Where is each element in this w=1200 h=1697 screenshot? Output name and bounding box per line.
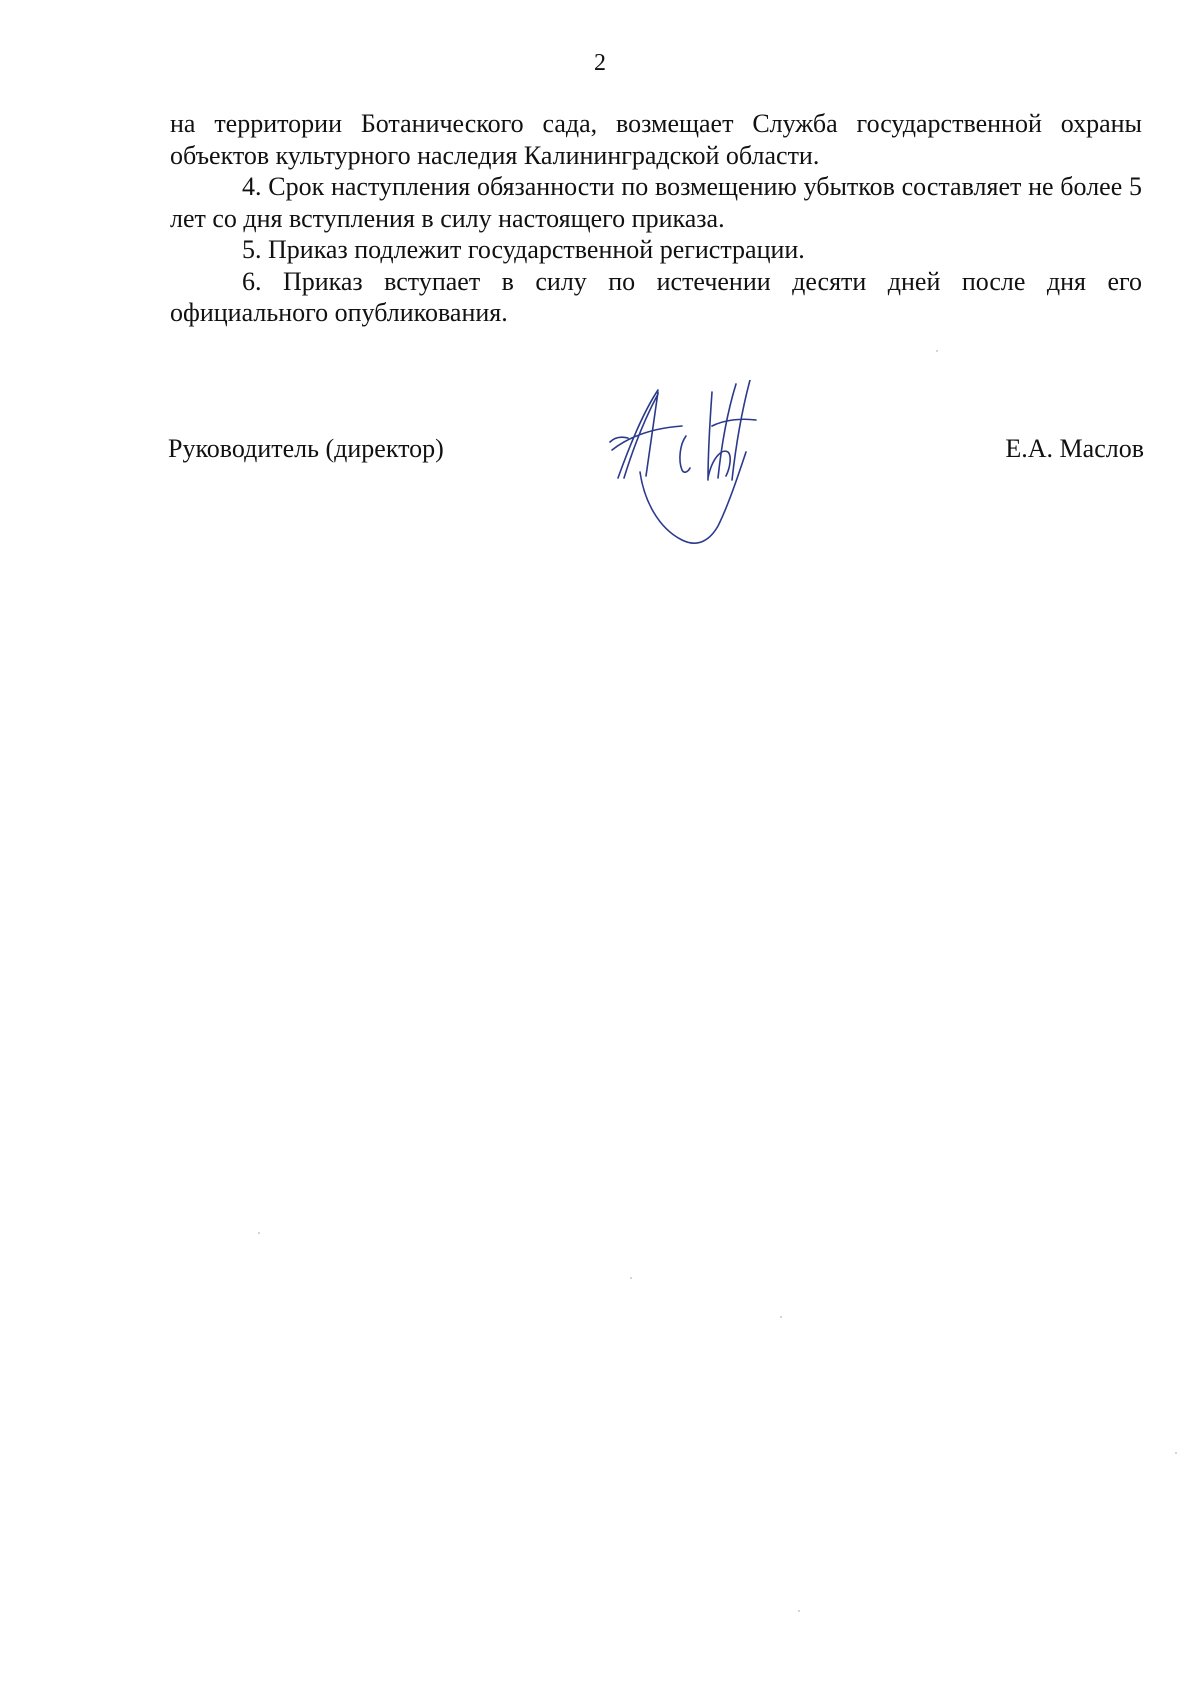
page-number: 2 <box>594 50 606 76</box>
handwritten-signature <box>600 380 790 565</box>
document-body <box>170 108 1142 329</box>
signer-title: Руководитель (директор) <box>168 434 444 463</box>
paragraph-item-5: 5. Приказ подлежит государственной регистрации. <box>242 235 805 264</box>
signer-name: Е.А. Маслов <box>1005 434 1144 463</box>
signature-stroke-a <box>610 390 682 478</box>
signature-stroke-h <box>708 380 756 480</box>
paragraph-item-6: 6. Приказ вступает в силу по истечении десяти дней после дня его официального опубликования. <box>170 266 1142 327</box>
signature-stroke-c <box>680 436 690 472</box>
paragraph-item-4: 4. Срок наступления обязанности по возмещению убытков составляет не более 5 лет со дня вступления в силу настоящего приказа. <box>170 172 1142 233</box>
paragraph-continuation: на территории Ботанического сада, возмещает Служба государственной охраны объектов культурного наследия Калининградской области. <box>170 109 1142 170</box>
